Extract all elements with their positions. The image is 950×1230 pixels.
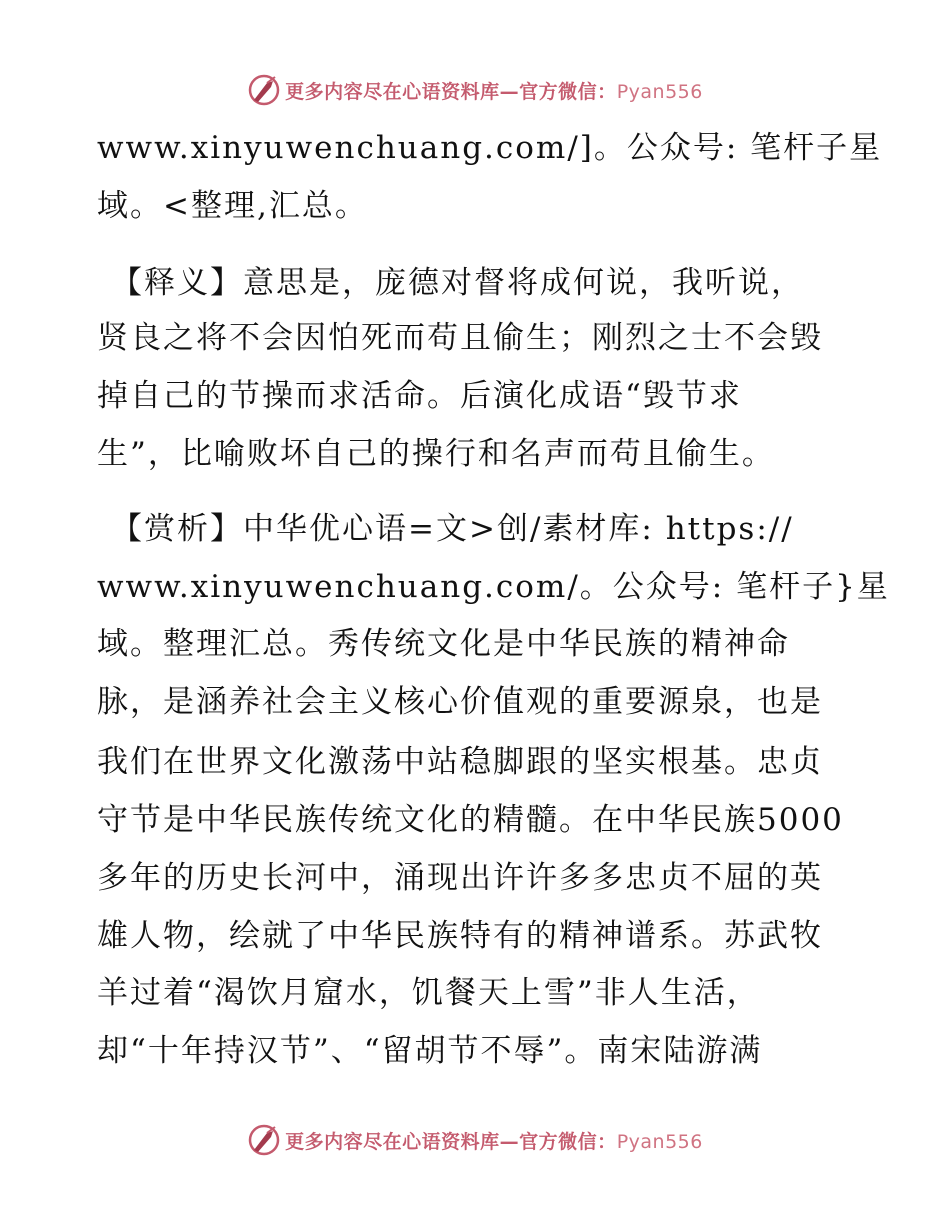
text-line: www.xinyuwenchuang.com/]。公众号: 笔杆子星: [97, 130, 883, 166]
text-line: 却“十年持汉节”、“留胡节不辱”。南宋陆游满: [97, 1033, 763, 1069]
text-line: 【赏析】中华优心语=文>创/素材库: https://: [111, 511, 794, 547]
banner-main-text: 更多内容尽在心语资料库: [285, 1130, 500, 1153]
banner-wechat-label: 官方微信：: [519, 80, 617, 103]
text-line: 域。整理汇总。秀传统文化是中华民族的精神命: [97, 626, 790, 662]
text-line: www.xinyuwenchuang.com/。公众号: 笔杆子}星: [97, 569, 890, 605]
quill-pen-logo-icon: [247, 73, 281, 107]
banner-wechat-label: 官方微信：: [519, 1130, 617, 1153]
banner-separator: —: [499, 80, 520, 103]
text-line: 掉自己的节操而求活命。后演化成语“毁节求: [97, 378, 742, 414]
text-line: 羊过着“渴饮月窟水，饥餐天上雪”非人生活，: [97, 975, 760, 1011]
text-line: 【释义】意思是，庞德对督将成何说，我听说，: [111, 265, 804, 301]
footer-banner: [0, 1120, 950, 1160]
header-banner: [0, 70, 950, 110]
text-line: 守节是中华民族传统文化的精髓。在中华民族5000: [97, 802, 844, 838]
quill-pen-logo-icon: [247, 1123, 281, 1157]
text-line: 脉，是涵养社会主义核心价值观的重要源泉，也是: [97, 684, 823, 720]
banner-text: [285, 1127, 703, 1154]
banner-text: [285, 77, 703, 104]
text-line: 多年的历史长河中，涌现出许许多多忠贞不屈的英: [97, 860, 823, 896]
text-line: 域。<整理,汇总。: [97, 188, 368, 224]
text-line: 生”，比喻败坏自己的操行和名声而苟且偷生。: [97, 436, 775, 472]
document-body: [97, 120, 890, 1080]
banner-main-text: 更多内容尽在心语资料库: [285, 80, 500, 103]
text-line: 雄人物，绘就了中华民族特有的精神谱系。苏武牧: [97, 918, 823, 954]
text-line: 我们在世界文化激荡中站稳脚跟的坚实根基。忠贞: [97, 744, 823, 780]
banner-wechat-id: Pyan556: [616, 1130, 703, 1153]
banner-wechat-id: Pyan556: [616, 80, 703, 103]
text-line: 贤良之将不会因怕死而苟且偷生；刚烈之士不会毁: [97, 320, 823, 356]
banner-separator: —: [499, 1130, 520, 1153]
